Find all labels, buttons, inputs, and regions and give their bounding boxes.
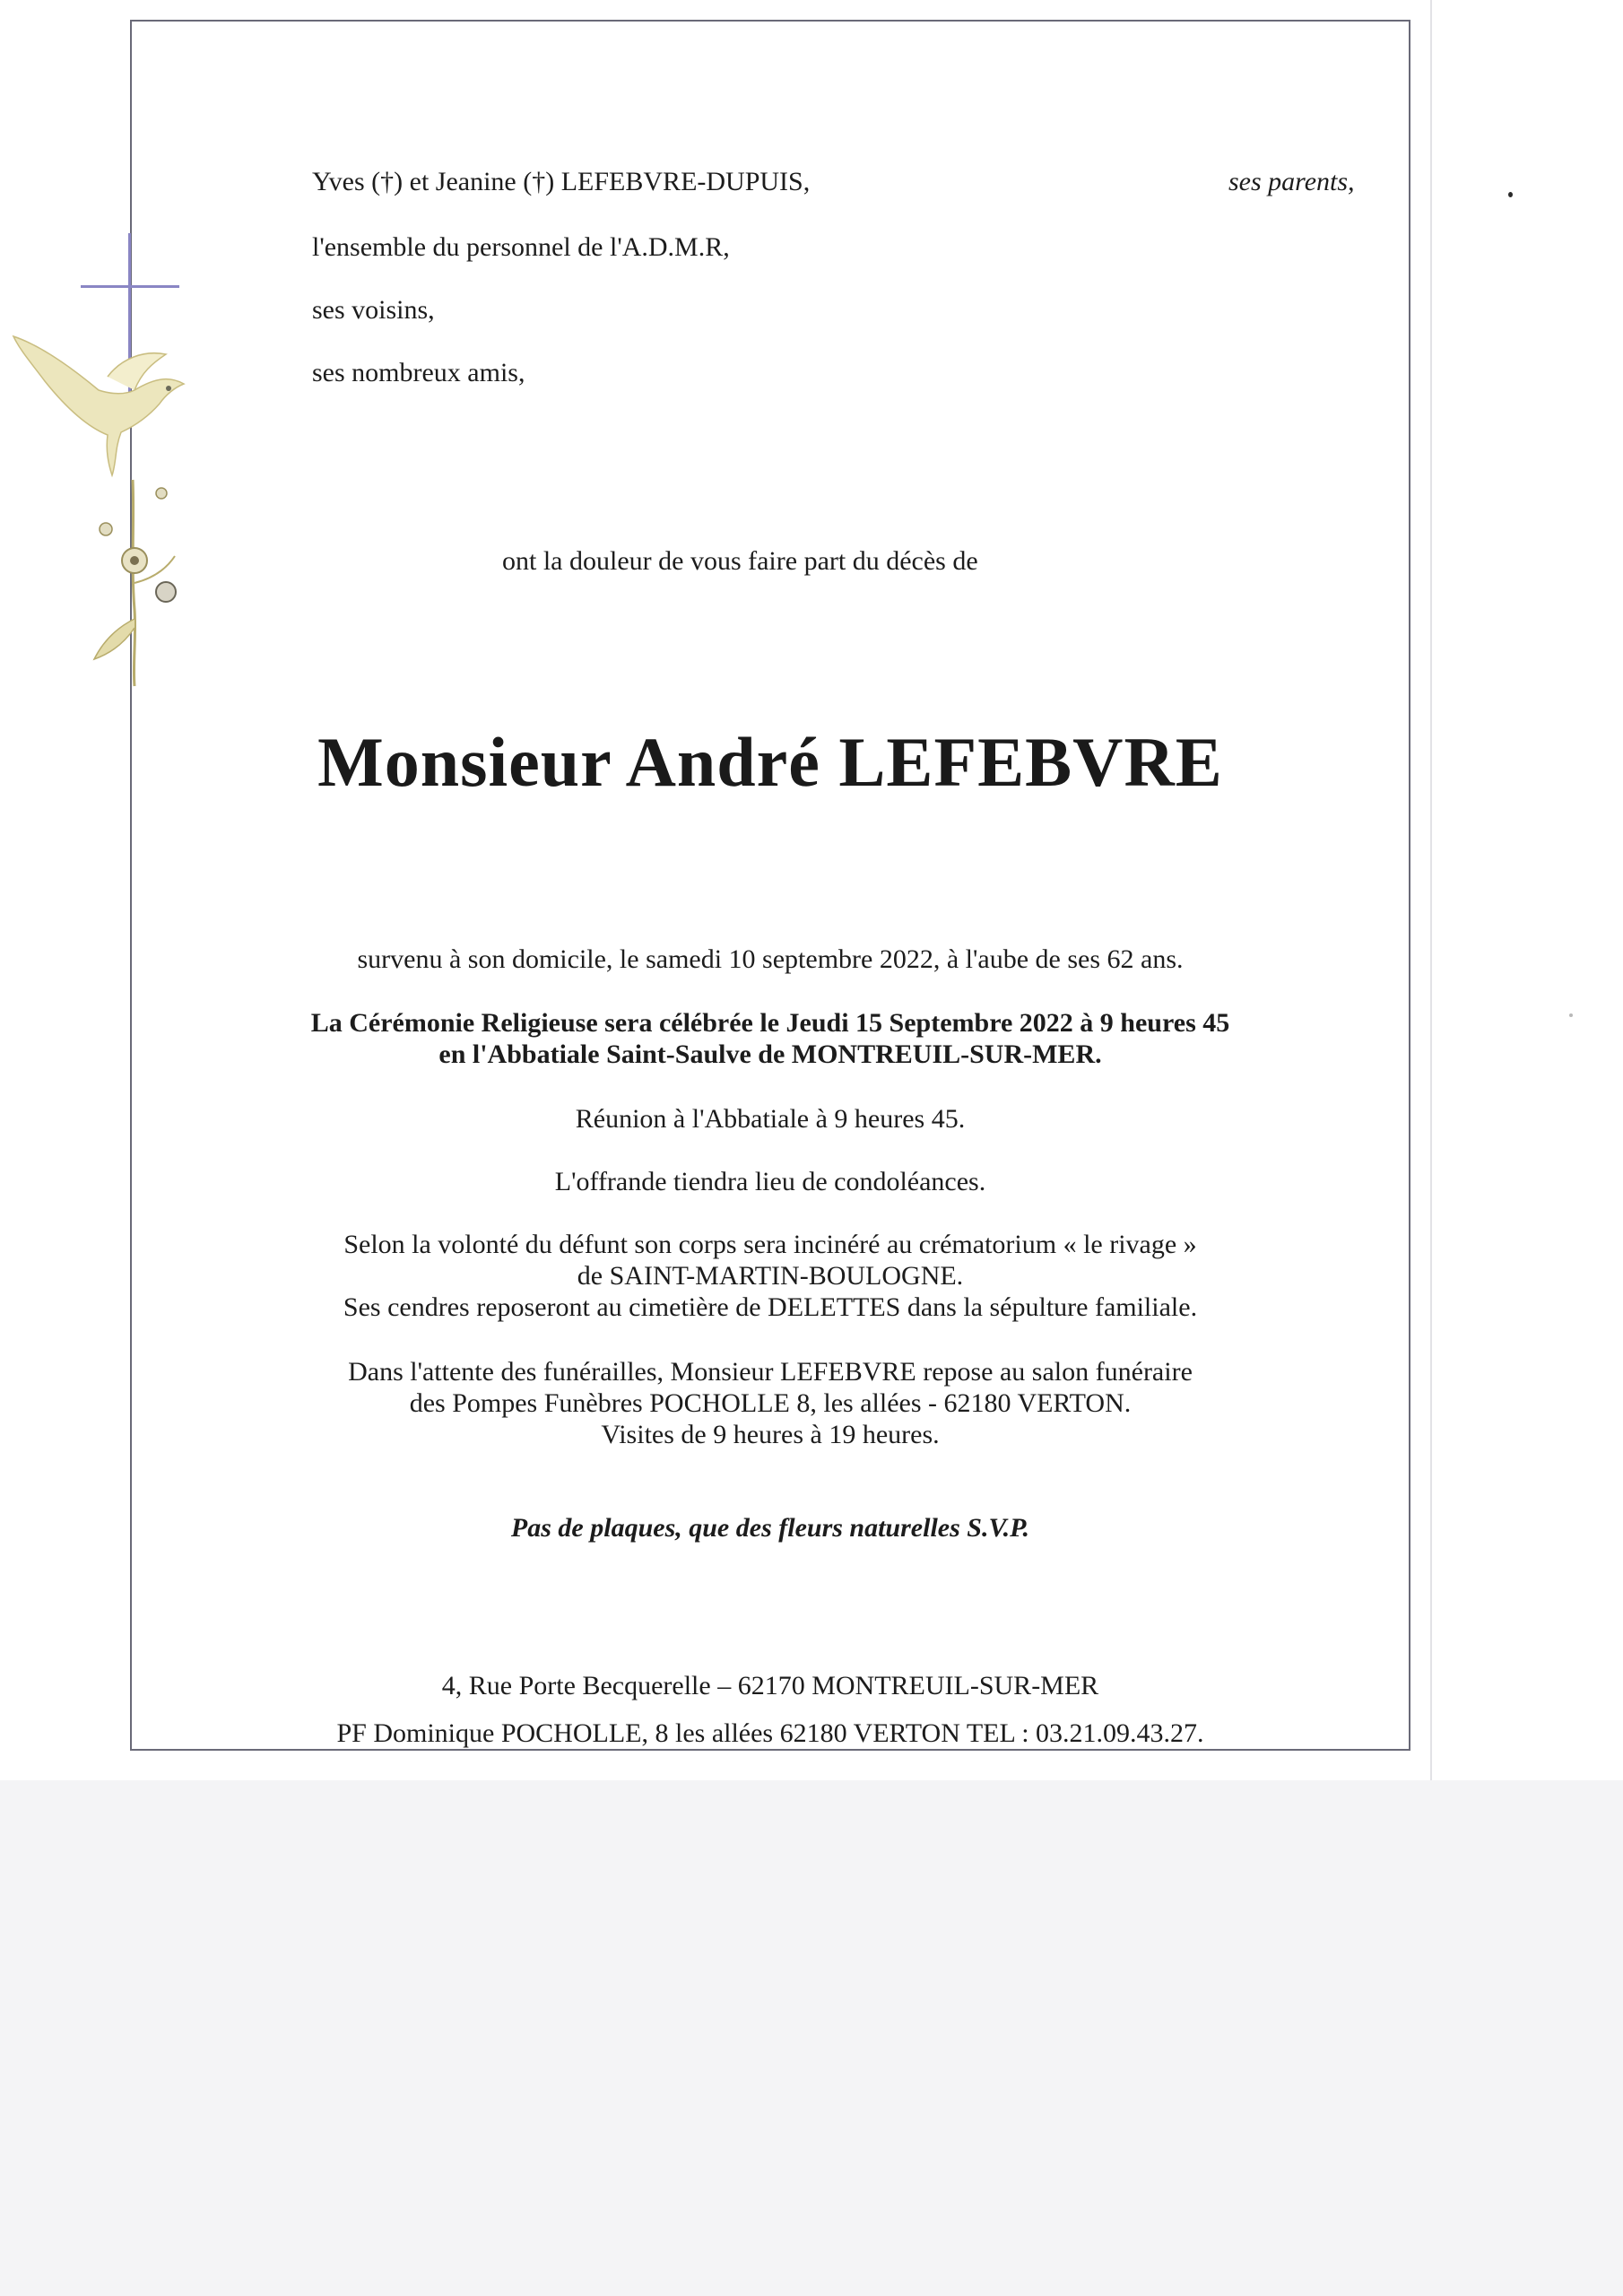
viewing-line-2: des Pompes Funèbres POCHOLLE 8, les allées - 62180 VERTON. [409,1388,1132,1418]
death-details: survenu à son domicile, le samedi 10 septembre 2022, à l'aube de ses 62 ans. [357,944,1184,974]
funeral-home-line: PF Dominique POCHOLLE, 8 les allées 62180 VERTON TEL : 03.21.09.43.27. [336,1718,1204,1748]
scan-background [0,1780,1623,2296]
announcement-text: ont la douleur de vous faire part du décès de [502,546,978,576]
cremation-line-3: Ses cendres reposeront au cimetière de DELETTES dans la sépulture familiale. [343,1292,1198,1322]
cremation-line-2: de SAINT-MARTIN-BOULOGNE. [577,1261,964,1291]
cross-dove-ornament [0,224,197,691]
notice-frame [130,20,1410,1751]
family-friends: ses nombreux amis, [312,358,525,387]
ceremony-line-1: La Cérémonie Religieuse sera célébrée le Jeudi 15 Septembre 2022 à 9 heures 45 [310,1008,1230,1038]
cremation-line-1: Selon la volonté du défunt son corps sera incinéré au crématorium « le rivage » [343,1230,1197,1259]
gathering-text: Réunion à l'Abbatiale à 9 heures 45. [575,1104,966,1134]
flower-stem-icon [94,480,176,686]
dove-icon [13,336,184,475]
scan-speck [1569,1013,1573,1017]
deceased-name: Monsieur André LEFEBVRE [317,723,1223,801]
scan-paper-edge [1430,0,1432,1780]
family-parents-role: ses parents, [1228,167,1355,196]
family-staff: l'ensemble du personnel de l'A.D.M.R, [312,232,730,262]
viewing-line-3: Visites de 9 heures à 19 heures. [601,1420,940,1449]
family-neighbors: ses voisins, [312,295,435,325]
scan-speck [1508,192,1513,197]
family-parents-names: Yves (†) et Jeanine (†) LEFEBVRE-DUPUIS, [312,167,811,196]
viewing-line-1: Dans l'attente des funérailles, Monsieur LEFEBVRE repose au salon funéraire [348,1357,1193,1387]
offering-text: L'offrande tiendra lieu de condoléances. [554,1167,986,1196]
flowers-note: Pas de plaques, que des fleurs naturelles S.V.P. [510,1513,1030,1543]
ceremony-line-2: en l'Abbatiale Saint-Saulve de MONTREUIL-SUR-MER. [438,1039,1102,1069]
address-line: 4, Rue Porte Becquerelle – 62170 MONTREUIL-SUR-MER [441,1671,1099,1700]
